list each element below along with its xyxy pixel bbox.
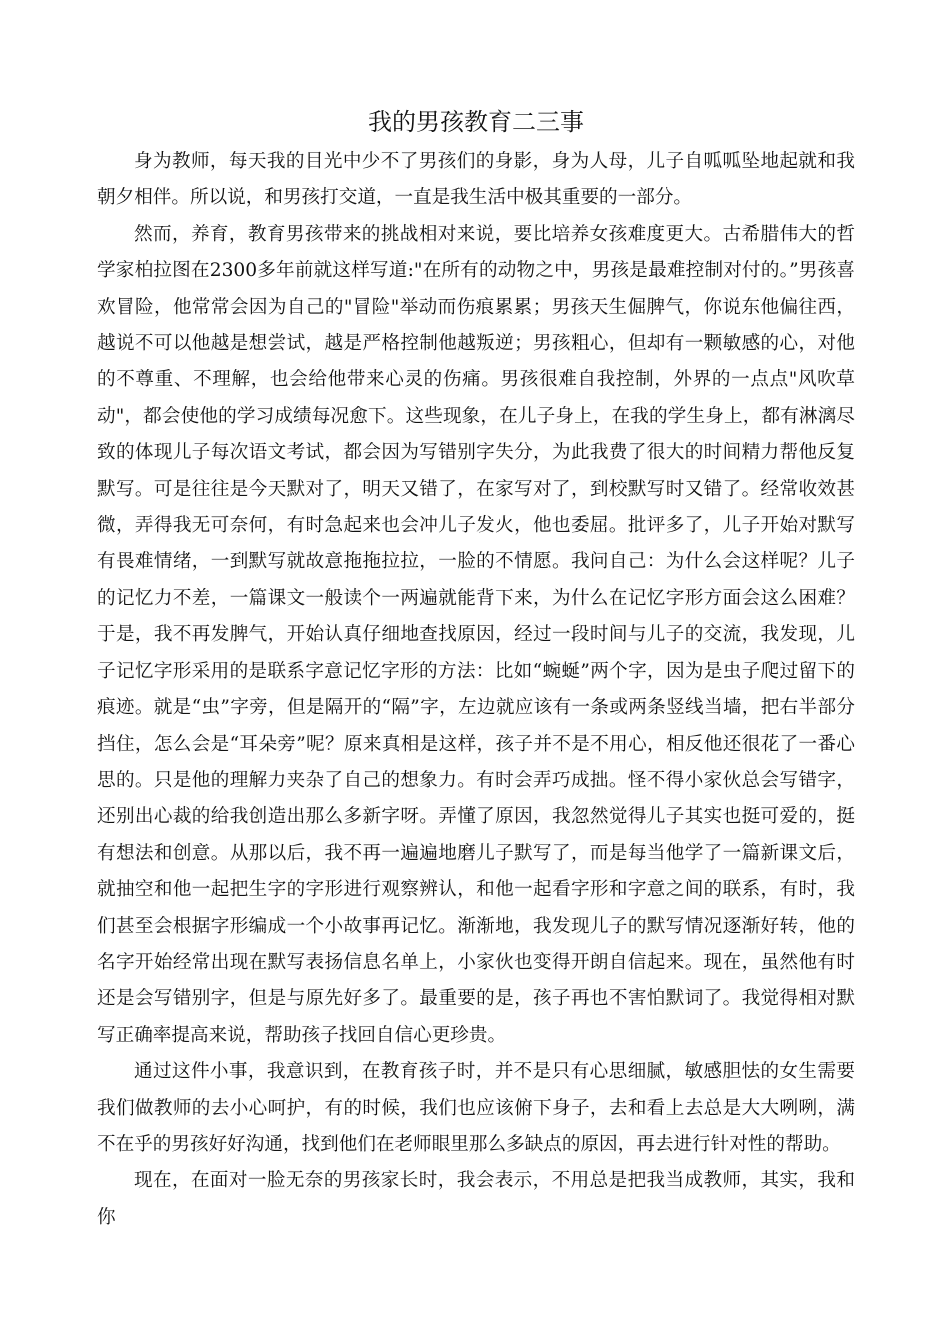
document-page [97, 104, 855, 1236]
paragraph-2: 然而，养育，教育男孩带来的挑战相对来说，要比培养女孩难度更大。古希腊伟大的哲学家柏拉图在2300多年前就这样写道:"在所有的动物之中，男孩是最难控制对付的。”男孩喜欢冒险，他常常会因为自己的"冒险"举动而伤痕累累；男孩天生倔脾气，你说东他偏往西，越说不可以他越是想尝试，越是严格控制他越叛逆；男孩粗心，但却有一颗敏感的心，对他的不尊重、不理解，也会给他带来心灵的伤痛。男孩很难自我控制，外界的一点点"风吹草动"，都会使他的学习成绩每况愈下。这些现象，在儿子身上，在我的学生身上，都有淋漓尽致的体现儿子每次语文考试，都会因为写错别字失分，为此我费了很大的时间精力帮他反复默写。可是往往是今天默对了，明天又错了，在家写对了，到校默写时又错了。经常收效甚微，弄得我无可奈何，有时急起来也会冲儿子发火，他也委屈。批评多了，儿子开始对默写有畏难情绪，一到默写就故意拖拖拉拉，一脸的不情愿。我问自己：为什么会这样呢？儿子的记忆力不差，一篇课文一般读个一两遍就能背下来，为什么在记忆字形方面会这么困难？于是，我不再发脾气，开始认真仔细地查找原因，经过一段时间与儿子的交流，我发现，儿子记忆字形采用的是联系字意记忆字形的方法：比如“蜿蜒”两个字，因为是虫子爬过留下的痕迹。就是“虫”字旁，但是隔开的“隔”字，左边就应该有一条或两条竖线当墙，把右半部分挡住，怎么会是“耳朵旁”呢？原来真相是这样，孩子并不是不用心，相反他还很花了一番心思的。只是他的理解力夹杂了自己的想象力。有时会弄巧成拙。怪不得小家伙总会写错字，还别出心裁的给我创造出那么多新字呀。弄懂了原因，我忽然觉得儿子其实也挺可爱的，挺有想法和创意。从那以后，我不再一遍遍地磨儿子默写了，而是每当他学了一篇新课文后，就抽空和他一起把生字的字形进行观察辨认，和他一起看字形和字意之间的联系，有时，我们甚至会根据字形编成一个小故事再记忆。渐渐地，我发现儿子的默写情况逐渐好转，他的名字开始经常出现在默写表扬信息名单上，小家伙也变得开朗自信起来。现在，虽然他有时还是会写错别字，但是与原先好多了。最重要的是，孩子再也不害怕默词了。我觉得相对默写正确率提高来说，帮助孩子找回自信心更珍贵。 [97, 223, 855, 1046]
document-title: 我的男孩教育二三事 [368, 108, 584, 136]
paragraph-3: 通过这件小事，我意识到，在教育孩子时，并不是只有心思细腻，敏感胆怯的女生需要我们做教师的去小心呵护，有的时候，我们也应该俯下身子，去和看上去总是大大咧咧，满不在乎的男孩好好沟通，找到他们在老师眼里那么多缺点的原因，再去进行针对性的帮助。 [97, 1061, 855, 1155]
paragraph-4: 现在，在面对一脸无奈的男孩家长时，我会表示，不用总是把我当成教师，其实，我和你 [97, 1170, 855, 1228]
paragraph-1: 身为教师，每天我的目光中少不了男孩们的身影，身为人母，儿子自呱呱坠地起就和我朝夕相伴。所以说，和男孩打交道，一直是我生活中极其重要的一部分。 [97, 151, 855, 209]
